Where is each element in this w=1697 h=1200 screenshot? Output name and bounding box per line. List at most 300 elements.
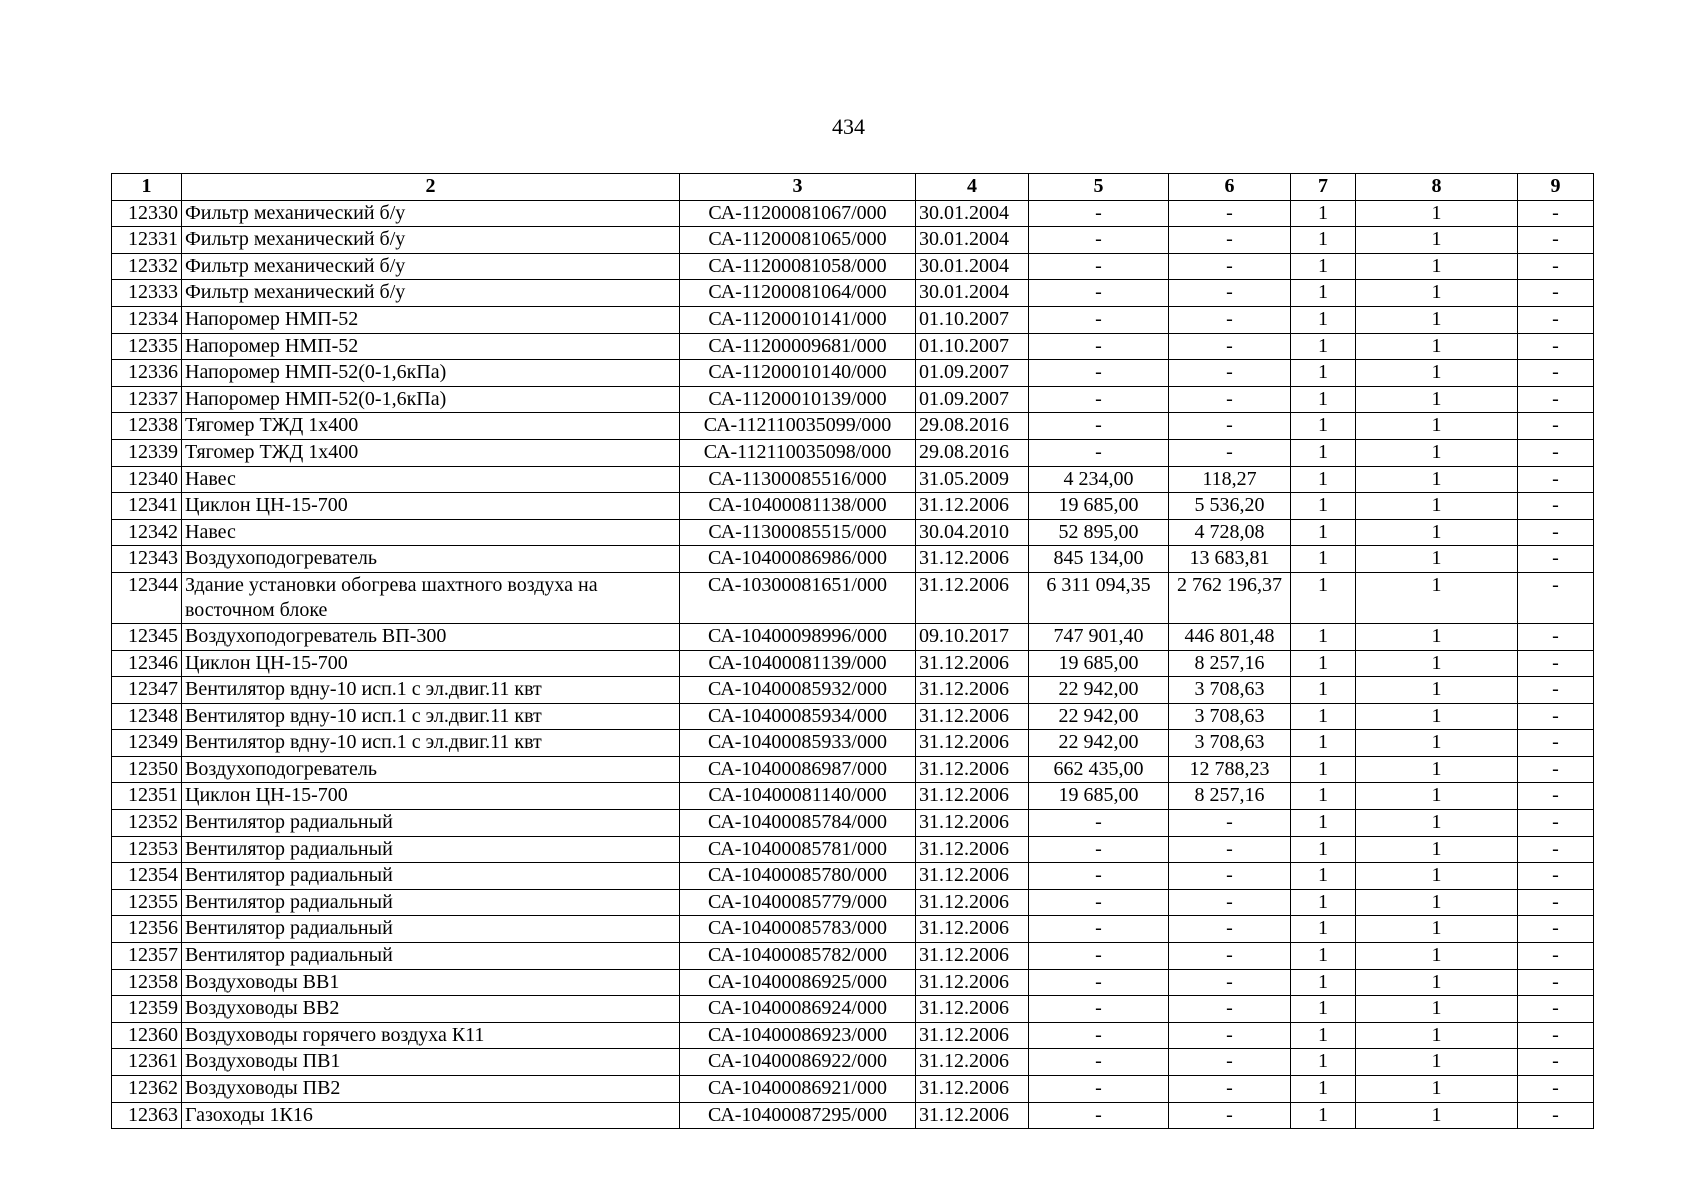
inventory-code: СА-11300085516/000 — [680, 466, 916, 493]
item-name: Навес — [182, 519, 680, 546]
row-number: 12348 — [112, 703, 182, 730]
initial-cost: - — [1029, 863, 1169, 890]
col-9-value: - — [1518, 413, 1594, 440]
initial-cost: 4 234,00 — [1029, 466, 1169, 493]
date: 01.10.2007 — [916, 333, 1029, 360]
col-8-value: 1 — [1356, 200, 1518, 227]
row-number: 12352 — [112, 810, 182, 837]
col-7-value: 1 — [1291, 306, 1356, 333]
item-name: Напоромер НМП-52 — [182, 306, 680, 333]
row-number: 12350 — [112, 756, 182, 783]
col-8-value: 1 — [1356, 756, 1518, 783]
col-7-value: 1 — [1291, 836, 1356, 863]
table-row — [112, 863, 1594, 890]
residual-cost: - — [1169, 253, 1291, 280]
initial-cost: 19 685,00 — [1029, 783, 1169, 810]
inventory-code: СА-10400086986/000 — [680, 546, 916, 573]
residual-cost: - — [1169, 200, 1291, 227]
date: 31.12.2006 — [916, 677, 1029, 704]
col-8-value: 1 — [1356, 546, 1518, 573]
col-9-value: - — [1518, 227, 1594, 254]
residual-cost: - — [1169, 969, 1291, 996]
col-8-value: 1 — [1356, 730, 1518, 757]
col-8-value: 1 — [1356, 386, 1518, 413]
residual-cost: - — [1169, 227, 1291, 254]
initial-cost: - — [1029, 413, 1169, 440]
initial-cost: 19 685,00 — [1029, 493, 1169, 520]
row-number: 12330 — [112, 200, 182, 227]
initial-cost: - — [1029, 836, 1169, 863]
row-number: 12361 — [112, 1049, 182, 1076]
date: 31.12.2006 — [916, 730, 1029, 757]
col-9-value: - — [1518, 783, 1594, 810]
item-name: Вентилятор радиальный — [182, 943, 680, 970]
column-header: 4 — [916, 174, 1029, 201]
col-8-value: 1 — [1356, 996, 1518, 1023]
col-7-value: 1 — [1291, 546, 1356, 573]
initial-cost: 747 901,40 — [1029, 623, 1169, 650]
col-8-value: 1 — [1356, 703, 1518, 730]
date: 30.01.2004 — [916, 253, 1029, 280]
residual-cost: - — [1169, 360, 1291, 387]
inventory-code: СА-10400085932/000 — [680, 677, 916, 704]
residual-cost: 8 257,16 — [1169, 650, 1291, 677]
initial-cost: 662 435,00 — [1029, 756, 1169, 783]
item-name: Воздуховоды ВВ2 — [182, 996, 680, 1023]
table-row — [112, 200, 1594, 227]
row-number: 12356 — [112, 916, 182, 943]
col-9-value: - — [1518, 1076, 1594, 1103]
initial-cost: - — [1029, 889, 1169, 916]
residual-cost: - — [1169, 333, 1291, 360]
item-name: Здание установки обогрева шахтного воздуха на восточном блоке — [182, 572, 680, 623]
initial-cost: - — [1029, 360, 1169, 387]
table-row — [112, 836, 1594, 863]
initial-cost: 22 942,00 — [1029, 677, 1169, 704]
col-7-value: 1 — [1291, 253, 1356, 280]
col-8-value: 1 — [1356, 1022, 1518, 1049]
item-name: Вентилятор радиальный — [182, 889, 680, 916]
col-8-value: 1 — [1356, 1076, 1518, 1103]
col-8-value: 1 — [1356, 360, 1518, 387]
residual-cost: - — [1169, 306, 1291, 333]
table-row — [112, 783, 1594, 810]
table-row — [112, 889, 1594, 916]
col-9-value: - — [1518, 306, 1594, 333]
col-7-value: 1 — [1291, 386, 1356, 413]
table-row — [112, 1102, 1594, 1129]
row-number: 12335 — [112, 333, 182, 360]
residual-cost: 2 762 196,37 — [1169, 572, 1291, 623]
column-header: 9 — [1518, 174, 1594, 201]
initial-cost: - — [1029, 333, 1169, 360]
item-name: Вентилятор радиальный — [182, 916, 680, 943]
col-9-value: - — [1518, 889, 1594, 916]
inventory-code: СА-10400085780/000 — [680, 863, 916, 890]
table-row — [112, 519, 1594, 546]
col-8-value: 1 — [1356, 623, 1518, 650]
item-name: Вентилятор вдну-10 исп.1 с эл.двиг.11 квт — [182, 703, 680, 730]
table-row — [112, 703, 1594, 730]
date: 31.12.2006 — [916, 546, 1029, 573]
inventory-code: СА-10400086925/000 — [680, 969, 916, 996]
item-name: Воздухоподогреватель — [182, 546, 680, 573]
col-7-value: 1 — [1291, 413, 1356, 440]
col-9-value: - — [1518, 756, 1594, 783]
col-9-value: - — [1518, 623, 1594, 650]
table-row — [112, 386, 1594, 413]
col-9-value: - — [1518, 439, 1594, 466]
inventory-code: СА-11200081065/000 — [680, 227, 916, 254]
col-7-value: 1 — [1291, 280, 1356, 307]
col-8-value: 1 — [1356, 783, 1518, 810]
residual-cost: - — [1169, 810, 1291, 837]
row-number: 12334 — [112, 306, 182, 333]
residual-cost: - — [1169, 413, 1291, 440]
row-number: 12331 — [112, 227, 182, 254]
date: 29.08.2016 — [916, 439, 1029, 466]
table-row — [112, 572, 1594, 623]
col-7-value: 1 — [1291, 466, 1356, 493]
initial-cost: - — [1029, 1076, 1169, 1103]
table-row — [112, 810, 1594, 837]
col-7-value: 1 — [1291, 1076, 1356, 1103]
row-number: 12346 — [112, 650, 182, 677]
col-8-value: 1 — [1356, 253, 1518, 280]
col-7-value: 1 — [1291, 360, 1356, 387]
date: 31.12.2006 — [916, 969, 1029, 996]
residual-cost: - — [1169, 1076, 1291, 1103]
initial-cost: - — [1029, 943, 1169, 970]
residual-cost: 5 536,20 — [1169, 493, 1291, 520]
col-9-value: - — [1518, 650, 1594, 677]
residual-cost: 118,27 — [1169, 466, 1291, 493]
row-number: 12354 — [112, 863, 182, 890]
col-9-value: - — [1518, 1049, 1594, 1076]
row-number: 12336 — [112, 360, 182, 387]
table-row — [112, 943, 1594, 970]
table-row — [112, 413, 1594, 440]
col-9-value: - — [1518, 969, 1594, 996]
residual-cost: 3 708,63 — [1169, 677, 1291, 704]
col-7-value: 1 — [1291, 439, 1356, 466]
initial-cost: 845 134,00 — [1029, 546, 1169, 573]
row-number: 12343 — [112, 546, 182, 573]
inventory-code: СА-11200010140/000 — [680, 360, 916, 387]
inventory-code: СА-10400085781/000 — [680, 836, 916, 863]
inventory-code: СА-11200081067/000 — [680, 200, 916, 227]
inventory-code: СА-10400081138/000 — [680, 493, 916, 520]
row-number: 12339 — [112, 439, 182, 466]
inventory-code: СА-10400086921/000 — [680, 1076, 916, 1103]
initial-cost: - — [1029, 253, 1169, 280]
item-name: Фильтр механический б/у — [182, 227, 680, 254]
inventory-code: СА-112110035099/000 — [680, 413, 916, 440]
col-9-value: - — [1518, 386, 1594, 413]
col-8-value: 1 — [1356, 863, 1518, 890]
row-number: 12362 — [112, 1076, 182, 1103]
date: 31.12.2006 — [916, 810, 1029, 837]
item-name: Вентилятор вдну-10 исп.1 с эл.двиг.11 квт — [182, 730, 680, 757]
row-number: 12351 — [112, 783, 182, 810]
col-8-value: 1 — [1356, 943, 1518, 970]
residual-cost: 446 801,48 — [1169, 623, 1291, 650]
date: 31.12.2006 — [916, 703, 1029, 730]
table-row — [112, 677, 1594, 704]
col-8-value: 1 — [1356, 413, 1518, 440]
date: 31.12.2006 — [916, 756, 1029, 783]
initial-cost: - — [1029, 386, 1169, 413]
inventory-code: СА-10400085784/000 — [680, 810, 916, 837]
col-7-value: 1 — [1291, 996, 1356, 1023]
col-9-value: - — [1518, 1102, 1594, 1129]
col-8-value: 1 — [1356, 1049, 1518, 1076]
col-9-value: - — [1518, 1022, 1594, 1049]
inventory-code: СА-11200010141/000 — [680, 306, 916, 333]
col-8-value: 1 — [1356, 1102, 1518, 1129]
col-7-value: 1 — [1291, 943, 1356, 970]
col-8-value: 1 — [1356, 836, 1518, 863]
column-header: 8 — [1356, 174, 1518, 201]
row-number: 12338 — [112, 413, 182, 440]
inventory-code: СА-10400085779/000 — [680, 889, 916, 916]
inventory-code: СА-10400085933/000 — [680, 730, 916, 757]
date: 31.12.2006 — [916, 1022, 1029, 1049]
initial-cost: - — [1029, 810, 1169, 837]
row-number: 12363 — [112, 1102, 182, 1129]
col-8-value: 1 — [1356, 969, 1518, 996]
col-8-value: 1 — [1356, 439, 1518, 466]
date: 01.10.2007 — [916, 306, 1029, 333]
table-header-row — [112, 174, 1594, 201]
col-7-value: 1 — [1291, 863, 1356, 890]
date: 31.12.2006 — [916, 783, 1029, 810]
item-name: Циклон ЦН-15-700 — [182, 650, 680, 677]
col-7-value: 1 — [1291, 623, 1356, 650]
initial-cost: - — [1029, 439, 1169, 466]
row-number: 12345 — [112, 623, 182, 650]
initial-cost: - — [1029, 996, 1169, 1023]
residual-cost: - — [1169, 1102, 1291, 1129]
inventory-code: СА-10400086923/000 — [680, 1022, 916, 1049]
col-7-value: 1 — [1291, 200, 1356, 227]
col-7-value: 1 — [1291, 572, 1356, 623]
col-9-value: - — [1518, 466, 1594, 493]
inventory-code: СА-10400081139/000 — [680, 650, 916, 677]
col-7-value: 1 — [1291, 650, 1356, 677]
row-number: 12341 — [112, 493, 182, 520]
date: 31.12.2006 — [916, 1049, 1029, 1076]
column-header: 3 — [680, 174, 916, 201]
inventory-code: СА-11200081058/000 — [680, 253, 916, 280]
col-7-value: 1 — [1291, 889, 1356, 916]
initial-cost: - — [1029, 1049, 1169, 1076]
column-header: 2 — [182, 174, 680, 201]
item-name: Напоромер НМП-52 — [182, 333, 680, 360]
date: 09.10.2017 — [916, 623, 1029, 650]
date: 31.12.2006 — [916, 943, 1029, 970]
table-row — [112, 996, 1594, 1023]
col-8-value: 1 — [1356, 280, 1518, 307]
item-name: Циклон ЦН-15-700 — [182, 493, 680, 520]
initial-cost: - — [1029, 200, 1169, 227]
table-row — [112, 623, 1594, 650]
initial-cost: - — [1029, 227, 1169, 254]
residual-cost: - — [1169, 280, 1291, 307]
residual-cost: - — [1169, 836, 1291, 863]
date: 30.04.2010 — [916, 519, 1029, 546]
table-row — [112, 1076, 1594, 1103]
col-8-value: 1 — [1356, 466, 1518, 493]
col-8-value: 1 — [1356, 306, 1518, 333]
item-name: Воздухоподогреватель — [182, 756, 680, 783]
col-7-value: 1 — [1291, 677, 1356, 704]
row-number: 12359 — [112, 996, 182, 1023]
col-9-value: - — [1518, 730, 1594, 757]
table-row — [112, 546, 1594, 573]
item-name: Тягомер ТЖД 1х400 — [182, 439, 680, 466]
row-number: 12349 — [112, 730, 182, 757]
col-9-value: - — [1518, 943, 1594, 970]
row-number: 12347 — [112, 677, 182, 704]
col-8-value: 1 — [1356, 916, 1518, 943]
col-7-value: 1 — [1291, 1049, 1356, 1076]
item-name: Воздуховоды ПВ2 — [182, 1076, 680, 1103]
column-header: 6 — [1169, 174, 1291, 201]
item-name: Циклон ЦН-15-700 — [182, 783, 680, 810]
initial-cost: - — [1029, 916, 1169, 943]
initial-cost: 52 895,00 — [1029, 519, 1169, 546]
item-name: Напоромер НМП-52(0-1,6кПа) — [182, 386, 680, 413]
inventory-code: СА-11200010139/000 — [680, 386, 916, 413]
col-7-value: 1 — [1291, 756, 1356, 783]
row-number: 12360 — [112, 1022, 182, 1049]
inventory-table — [111, 173, 1594, 1129]
date: 31.12.2006 — [916, 916, 1029, 943]
item-name: Воздуховоды горячего воздуха К11 — [182, 1022, 680, 1049]
residual-cost: - — [1169, 943, 1291, 970]
inventory-code: СА-10400085783/000 — [680, 916, 916, 943]
residual-cost: - — [1169, 386, 1291, 413]
item-name: Воздуховоды ВВ1 — [182, 969, 680, 996]
table-row — [112, 916, 1594, 943]
inventory-code: СА-10300081651/000 — [680, 572, 916, 623]
date: 31.12.2006 — [916, 996, 1029, 1023]
item-name: Фильтр механический б/у — [182, 200, 680, 227]
table-row — [112, 280, 1594, 307]
col-8-value: 1 — [1356, 519, 1518, 546]
item-name: Тягомер ТЖД 1х400 — [182, 413, 680, 440]
item-name: Фильтр механический б/у — [182, 280, 680, 307]
row-number: 12340 — [112, 466, 182, 493]
date: 01.09.2007 — [916, 360, 1029, 387]
col-7-value: 1 — [1291, 783, 1356, 810]
residual-cost: 4 728,08 — [1169, 519, 1291, 546]
date: 30.01.2004 — [916, 200, 1029, 227]
col-9-value: - — [1518, 253, 1594, 280]
table-row — [112, 756, 1594, 783]
residual-cost: - — [1169, 1049, 1291, 1076]
col-9-value: - — [1518, 572, 1594, 623]
row-number: 12337 — [112, 386, 182, 413]
inventory-code: СА-10400086922/000 — [680, 1049, 916, 1076]
row-number: 12357 — [112, 943, 182, 970]
residual-cost: 3 708,63 — [1169, 703, 1291, 730]
row-number: 12333 — [112, 280, 182, 307]
col-7-value: 1 — [1291, 493, 1356, 520]
inventory-code: СА-10400086987/000 — [680, 756, 916, 783]
table-row — [112, 306, 1594, 333]
col-8-value: 1 — [1356, 810, 1518, 837]
table-row — [112, 969, 1594, 996]
column-header: 1 — [112, 174, 182, 201]
item-name: Вентилятор радиальный — [182, 836, 680, 863]
col-7-value: 1 — [1291, 227, 1356, 254]
date: 31.12.2006 — [916, 650, 1029, 677]
column-header: 5 — [1029, 174, 1169, 201]
page-number: 434 — [832, 114, 865, 139]
table-row — [112, 466, 1594, 493]
col-7-value: 1 — [1291, 703, 1356, 730]
item-name: Навес — [182, 466, 680, 493]
inventory-code: СА-11200081064/000 — [680, 280, 916, 307]
row-number: 12342 — [112, 519, 182, 546]
col-7-value: 1 — [1291, 1022, 1356, 1049]
row-number: 12344 — [112, 572, 182, 623]
initial-cost: - — [1029, 306, 1169, 333]
residual-cost: - — [1169, 916, 1291, 943]
col-9-value: - — [1518, 333, 1594, 360]
inventory-code: СА-112110035098/000 — [680, 439, 916, 466]
date: 29.08.2016 — [916, 413, 1029, 440]
initial-cost: 19 685,00 — [1029, 650, 1169, 677]
residual-cost: - — [1169, 996, 1291, 1023]
col-8-value: 1 — [1356, 572, 1518, 623]
table-row — [112, 439, 1594, 466]
col-9-value: - — [1518, 546, 1594, 573]
residual-cost: 8 257,16 — [1169, 783, 1291, 810]
inventory-code: СА-10400086924/000 — [680, 996, 916, 1023]
table-row — [112, 360, 1594, 387]
initial-cost: - — [1029, 280, 1169, 307]
col-9-value: - — [1518, 360, 1594, 387]
table-body — [112, 200, 1594, 1129]
item-name: Фильтр механический б/у — [182, 253, 680, 280]
col-7-value: 1 — [1291, 519, 1356, 546]
item-name: Воздухоподогреватель ВП-300 — [182, 623, 680, 650]
inventory-code: СА-10400098996/000 — [680, 623, 916, 650]
col-7-value: 1 — [1291, 916, 1356, 943]
col-9-value: - — [1518, 677, 1594, 704]
row-number: 12358 — [112, 969, 182, 996]
col-9-value: - — [1518, 280, 1594, 307]
residual-cost: - — [1169, 889, 1291, 916]
item-name: Газоходы 1К16 — [182, 1102, 680, 1129]
residual-cost: 3 708,63 — [1169, 730, 1291, 757]
col-7-value: 1 — [1291, 730, 1356, 757]
date: 31.12.2006 — [916, 493, 1029, 520]
table-row — [112, 333, 1594, 360]
initial-cost: - — [1029, 1102, 1169, 1129]
item-name: Вентилятор радиальный — [182, 810, 680, 837]
date: 31.12.2006 — [916, 1102, 1029, 1129]
col-7-value: 1 — [1291, 810, 1356, 837]
col-7-value: 1 — [1291, 333, 1356, 360]
table-row — [112, 730, 1594, 757]
col-9-value: - — [1518, 519, 1594, 546]
residual-cost: - — [1169, 1022, 1291, 1049]
residual-cost: - — [1169, 439, 1291, 466]
